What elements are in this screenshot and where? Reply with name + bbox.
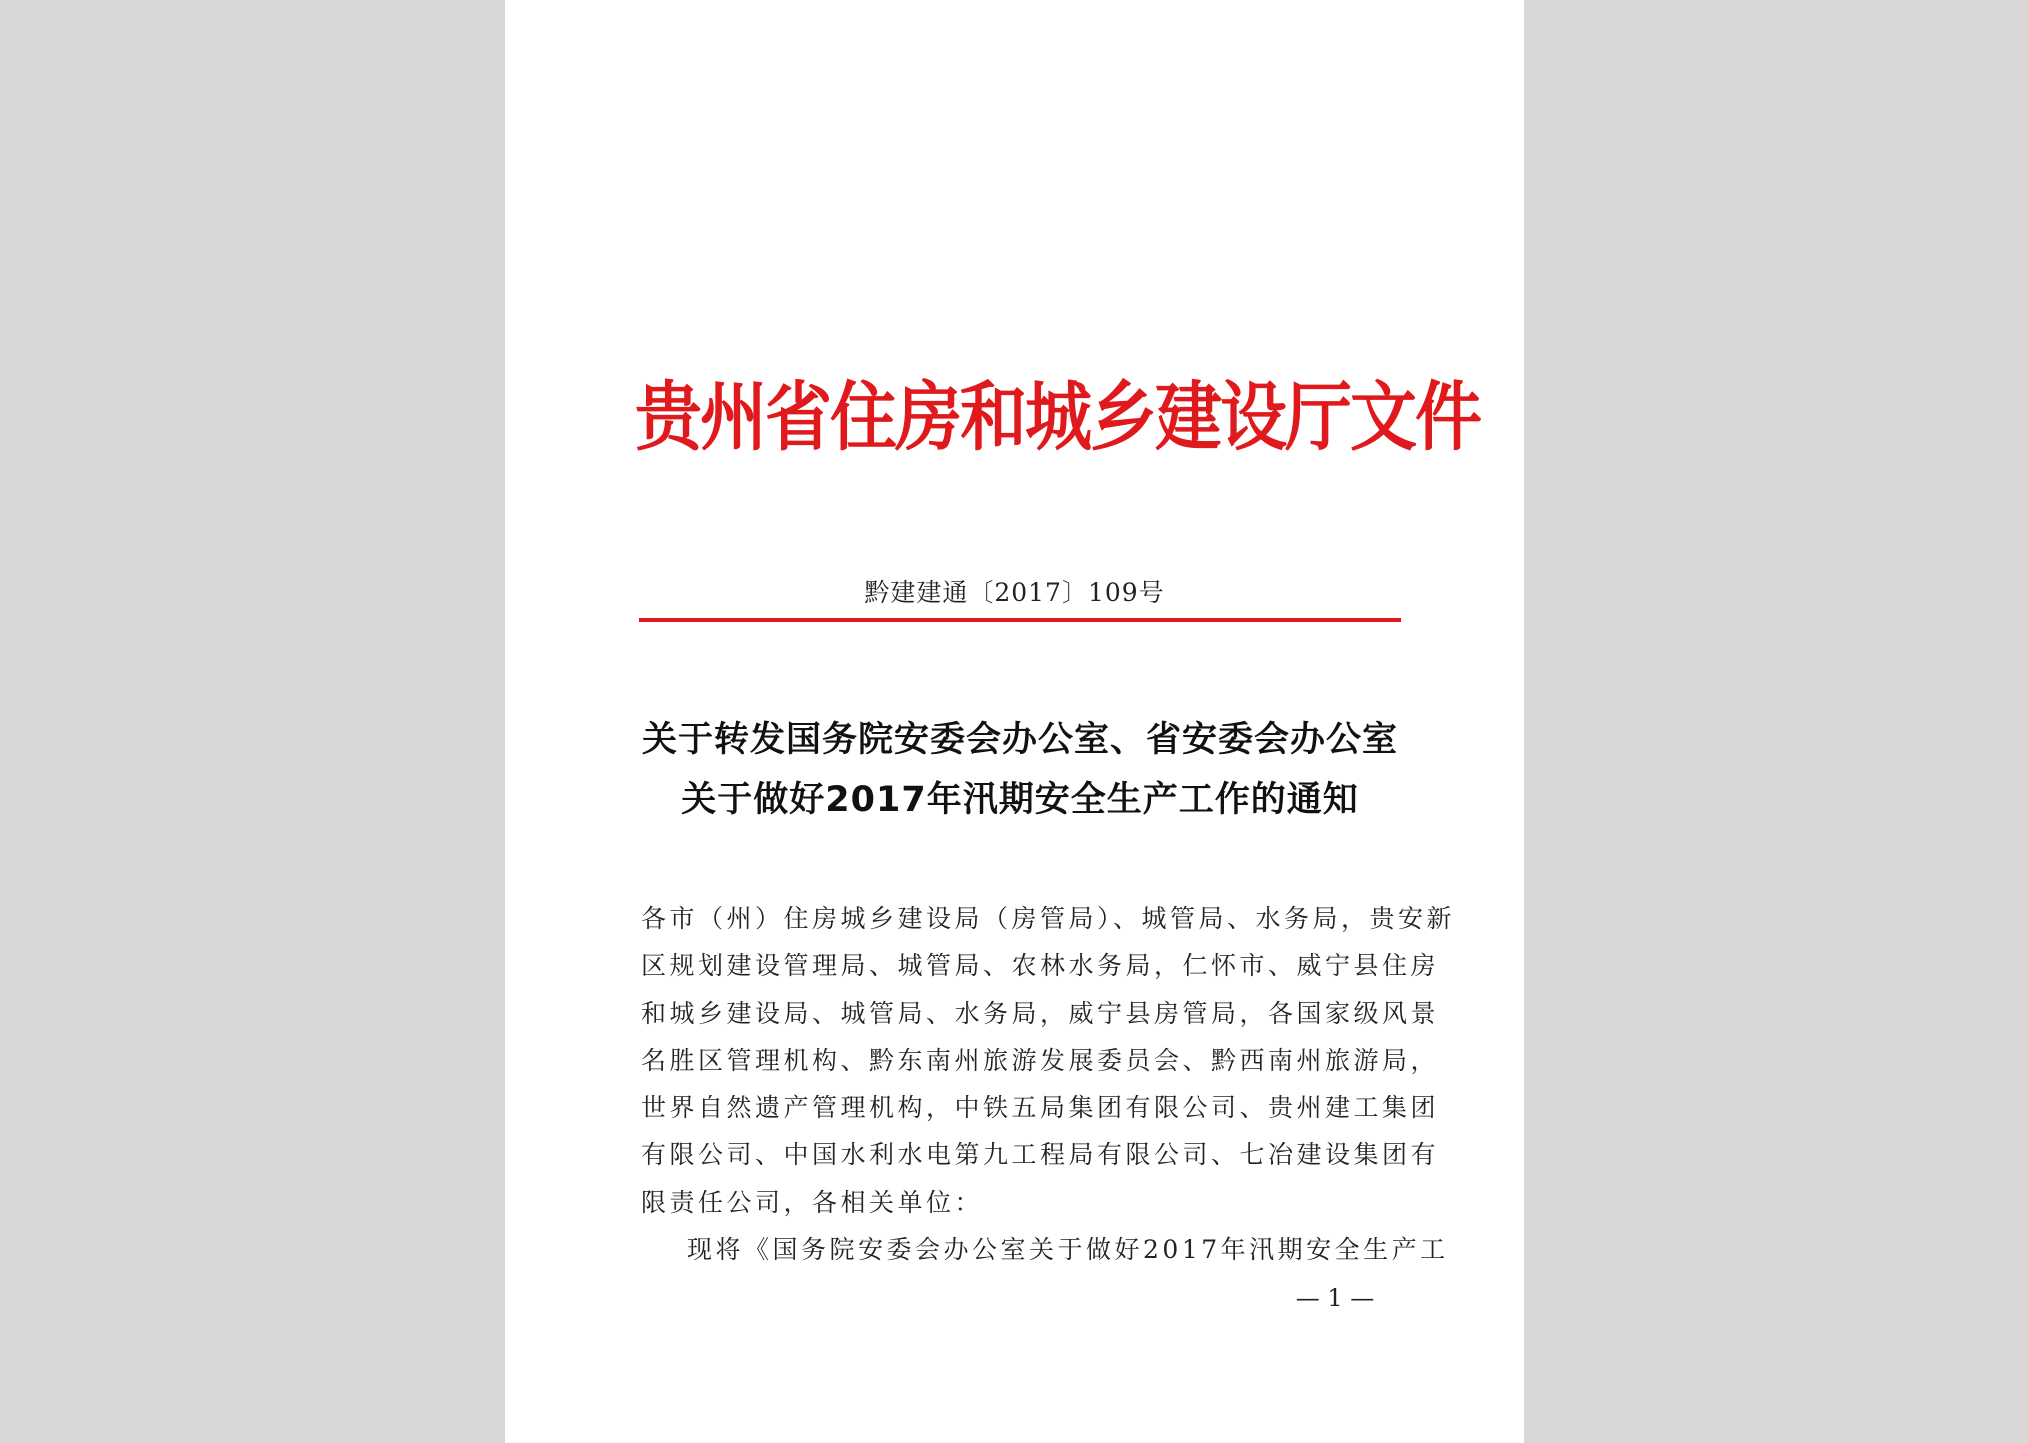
body-line-3: 和城乡建设局、城管局、水务局，威宁县房管局，各国家级风景 <box>641 998 1440 1028</box>
notice-body <box>641 895 1456 1273</box>
body-line-8: 现将《国务院安委会办公室关于做好2017年汛期安全生产工 <box>687 1235 1449 1265</box>
page-number: — 1 — <box>1295 1284 1375 1312</box>
body-line-7: 限责任公司，各相关单位： <box>641 1187 984 1217</box>
red-divider-line <box>639 618 1401 622</box>
notice-title-line-1: 关于转发国务院安委会办公室、省安委会办公室 <box>641 720 1398 760</box>
notice-title-line-2: 关于做好2017年汛期安全生产工作的通知 <box>681 780 1359 820</box>
document-number: 黔建建通〔2017〕109号 <box>864 578 1165 607</box>
body-line-2: 区规划建设管理局、城管局、农林水务局，仁怀市、威宁县住房 <box>641 951 1440 981</box>
issuer-header-title: 贵州省住房和城乡建设厅文件 <box>635 373 1480 461</box>
notice-title <box>625 710 1415 830</box>
body-line-4: 名胜区管理机构、黔东南州旅游发展委员会、黔西南州旅游局， <box>641 1045 1440 1075</box>
body-line-5: 世界自然遗产管理机构，中铁五局集团有限公司、贵州建工集团 <box>641 1093 1440 1123</box>
body-line-1: 各市（州）住房城乡建设局（房管局）、城管局、水务局，贵安新 <box>641 904 1456 933</box>
document-page <box>505 0 1524 1443</box>
body-line-6: 有限公司、中国水利水电第九工程局有限公司、七冶建设集团有 <box>641 1140 1440 1170</box>
